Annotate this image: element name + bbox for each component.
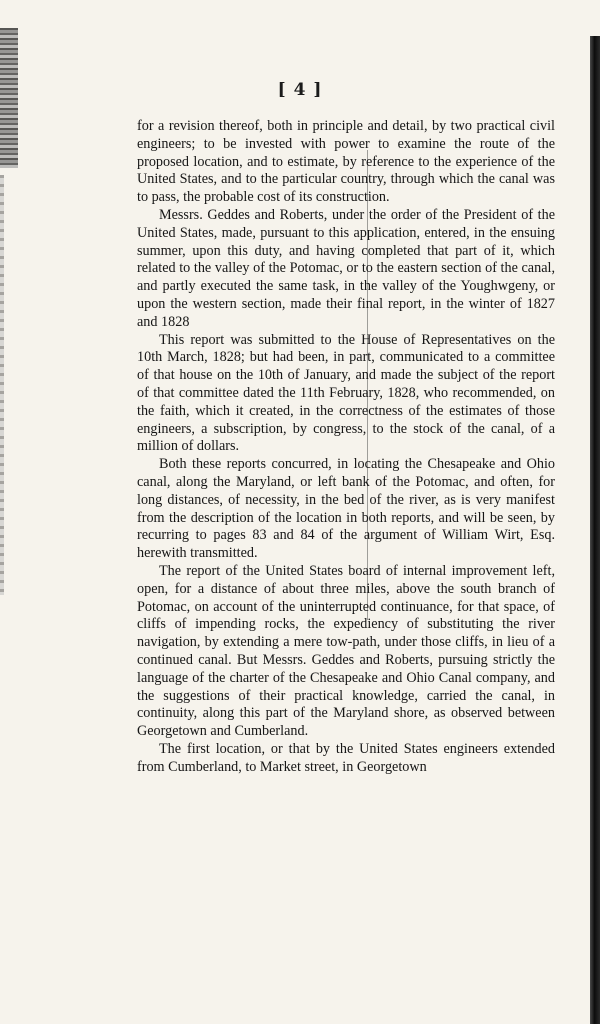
paragraph-5: The report of the United States board of internal improvement left, open, for a distance of about three miles, above the south branch of Potomac, on account of the uninterrupted continuance, for that space, of cliffs of impending rocks, the expediency of substituting the river navigation, by extending a mere tow-path, under those cliffs, in lieu of a continued canal. But Messrs. Geddes and Roberts, pursuing strictly the language of the charter of the Chesapeake and Ohio Canal company, and the suggestions of their practical knowledge, carried the canal, in continuity, along this part of the Maryland shore, as observed between Georgetown and Cumberland. <box>137 562 555 740</box>
page-number: [ 4 ] <box>277 80 323 100</box>
page-edge-right <box>590 36 600 1024</box>
paragraph-2: Messrs. Geddes and Roberts, under the order of the President of the United States, made, pursuant to this application, entered, in the ensuing summer, upon this duty, and having completed that part of it, which related to the valley of the Potomac, or to the eastern section of the canal, and partly executed the same task, in the valley of the Youghwgeny, or upon the western section, made their final report, in the winter of 1827 and 1828 <box>137 206 555 330</box>
paragraph-1: for a revision thereof, both in principle and detail, by two practical civil engineers; to be invested with power to examine the route of the proposed location, and to estimate, by reference to the experience of the United States, and to the particular country, through which the canal was to pass, the probable cost of its construction. <box>137 118 555 206</box>
paragraph-3: This report was submitted to the House of Representatives on the 10th March, 1828; but had been, in part, communicated to a committee of that house on the 10th of January, and made the subject of the report of that committee dated the 11th February, 1828, who recommended, on the faith, which it created, in the correctness of the estimates of those engineers, a subscription, by congress, to the stock of the canal, of a million of dollars. <box>137 331 555 455</box>
binding-edge-left-lower <box>0 175 4 595</box>
paragraph-4: Both these reports concurred, in locating the Chesapeake and Ohio canal, along the Maryland, or left bank of the Potomac, and often, for long distances, of necessity, in the bed of the river, as is very manifest from the description of the location in both reports, and will be seen, by recurring to pages 83 and 84 of the argument of William Wirt, Esq. herewith transmitted. <box>137 456 555 562</box>
paragraph-6: The first location, or that by the United States engineers extended from Cumberland, to Market street, in Georgetown <box>137 740 555 775</box>
body-text <box>137 118 555 776</box>
